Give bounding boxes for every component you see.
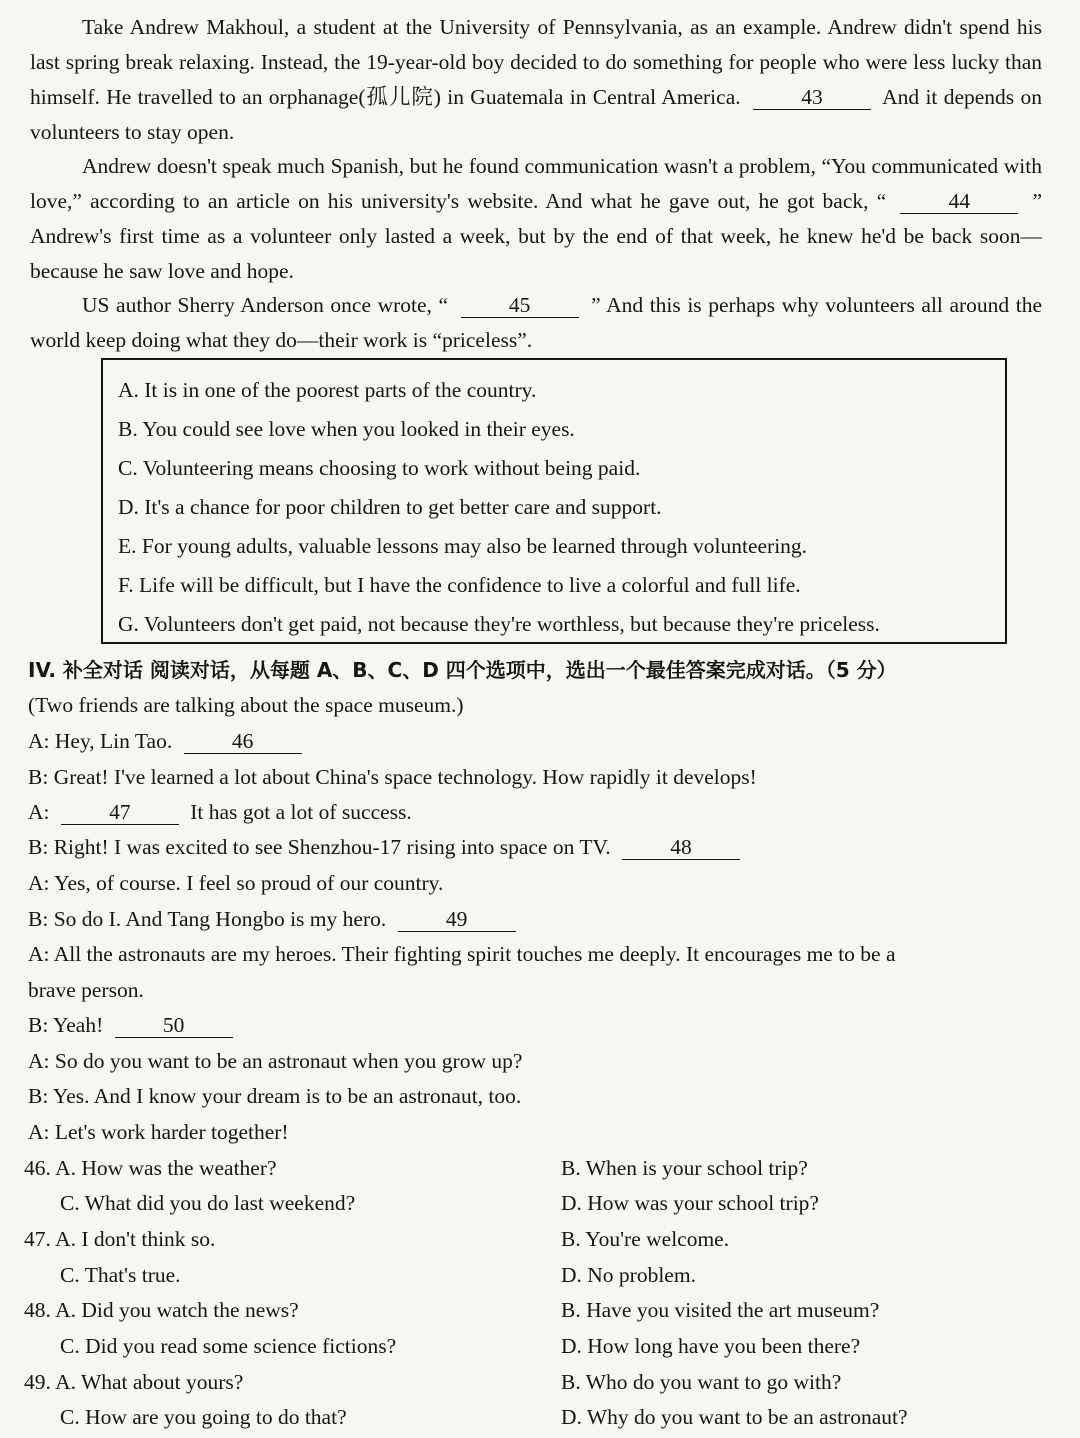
question-48-option-b: B. Have you visited the art museum? (561, 1298, 880, 1322)
question-49-option-d: D. Why do you want to be an astronaut? (561, 1405, 908, 1429)
passage-paragraph-1 (30, 10, 1042, 150)
dialogue-line-7: A: All the astronauts are my heroes. Their fighting spirit touches me deeply. It encourages me to be a (28, 942, 896, 966)
dialogue-line-4 (28, 832, 746, 862)
blank-44: 44 (900, 189, 1018, 214)
section-4-heading: IV. 补全对话 阅读对话，从每题 A、B、C、D 四个选项中，选出一个最佳答案完成对话。（5 分） (28, 658, 897, 682)
dialogue-line-6-text: B: So do I. And Tang Hongbo is my hero. (28, 907, 387, 931)
paragraph-1-text: Take Andrew Makhoul, a student at the University of Pennsylvania, as an example. Andrew didn't spend his last spring break relaxing. Instead, the 19-year-old boy decided to do something for people who were less lucky than himself. He travelled to an orphanage(孤儿院) in Guatemala in Central America. (30, 15, 1042, 109)
question-46-option-c: C. What did you do last weekend? (60, 1191, 356, 1215)
dialogue-line-5: A: Yes, of course. I feel so proud of our country. (28, 871, 444, 895)
paragraph-3-after: ” And this is perhaps why volunteers all around the world keep doing what they do—their work is “priceless”. (30, 293, 1042, 352)
question-47-option-d: D. No problem. (561, 1263, 696, 1287)
option-a: A. It is in one of the poorest parts of the country. (118, 378, 537, 402)
option-g: G. Volunteers don't get paid, not because they're worthless, but because they're priceless. (118, 612, 880, 636)
question-47-option-b: B. You're welcome. (561, 1227, 730, 1251)
blank-50: 50 (115, 1013, 233, 1038)
blank-49: 49 (398, 907, 516, 932)
passage-paragraph-2 (30, 149, 1042, 289)
dialogue-line-3-after: It has got a lot of success. (190, 800, 412, 824)
option-f: F. Life will be difficult, but I have the confidence to live a colorful and full life. (118, 573, 801, 597)
question-48-option-a: 48. A. Did you watch the news? (24, 1298, 299, 1322)
paragraph-3-text: US author Sherry Anderson once wrote, “ (82, 293, 449, 317)
question-49-option-c: C. How are you going to do that? (60, 1405, 347, 1429)
blank-43: 43 (753, 85, 871, 110)
paragraph-2-after: ” Andrew's first time as a volunteer only lasted a week, but by the end of that week, he knew he'd be back soon—because he saw love and hope. (30, 189, 1043, 283)
question-49-option-a: 49. A. What about yours? (24, 1370, 244, 1394)
option-c: C. Volunteering means choosing to work without being paid. (118, 456, 641, 480)
dialogue-line-11: A: Let's work harder together! (28, 1120, 289, 1144)
option-b: B. You could see love when you looked in their eyes. (118, 417, 575, 441)
dialogue-line-1-text: A: Hey, Lin Tao. (28, 729, 173, 753)
dialogue-line-8 (28, 1010, 239, 1040)
dialogue-line-4-text: B: Right! I was excited to see Shenzhou-17 rising into space on TV. (28, 835, 611, 859)
dialogue-line-8-text: B: Yeah! (28, 1013, 104, 1037)
question-47-option-c: C. That's true. (60, 1263, 181, 1287)
dialogue-line-1 (28, 726, 308, 756)
dialogue-line-3-text: A: (28, 800, 50, 824)
passage-paragraph-3 (30, 288, 1042, 358)
blank-46: 46 (184, 729, 302, 754)
question-46-option-d: D. How was your school trip? (561, 1191, 819, 1215)
dialogue-line-9: A: So do you want to be an astronaut when you grow up? (28, 1049, 523, 1073)
option-d: D. It's a chance for poor children to get better care and support. (118, 495, 662, 519)
dialogue-line-3 (28, 797, 412, 827)
dialogue-line-7-cont: brave person. (28, 978, 144, 1002)
question-46-option-b: B. When is your school trip? (561, 1156, 808, 1180)
dialogue-context: (Two friends are talking about the space museum.) (28, 693, 464, 717)
blank-47: 47 (61, 800, 179, 825)
blank-48: 48 (622, 835, 740, 860)
question-48-option-c: C. Did you read some science fictions? (60, 1334, 397, 1358)
option-e: E. For young adults, valuable lessons may also be learned through volunteering. (118, 534, 808, 558)
question-47-option-a: 47. A. I don't think so. (24, 1227, 216, 1251)
question-48-option-d: D. How long have you been there? (561, 1334, 861, 1358)
dialogue-line-6 (28, 904, 522, 934)
dialogue-line-10: B: Yes. And I know your dream is to be an astronaut, too. (28, 1084, 522, 1108)
blank-45: 45 (461, 293, 579, 318)
options-box (101, 358, 1007, 644)
paragraph-2-text: Andrew doesn't speak much Spanish, but he found communication wasn't a problem, “You communicated with love,” according to an article on his university's website. And what he gave out, he got back, “ (30, 154, 1042, 213)
question-49-option-b: B. Who do you want to go with? (561, 1370, 842, 1394)
dialogue-line-2: B: Great! I've learned a lot about China's space technology. How rapidly it develops! (28, 765, 757, 789)
question-46-option-a: 46. A. How was the weather? (24, 1156, 277, 1180)
paragraph-1-after: And it depends on volunteers to stay open. (30, 85, 1042, 144)
